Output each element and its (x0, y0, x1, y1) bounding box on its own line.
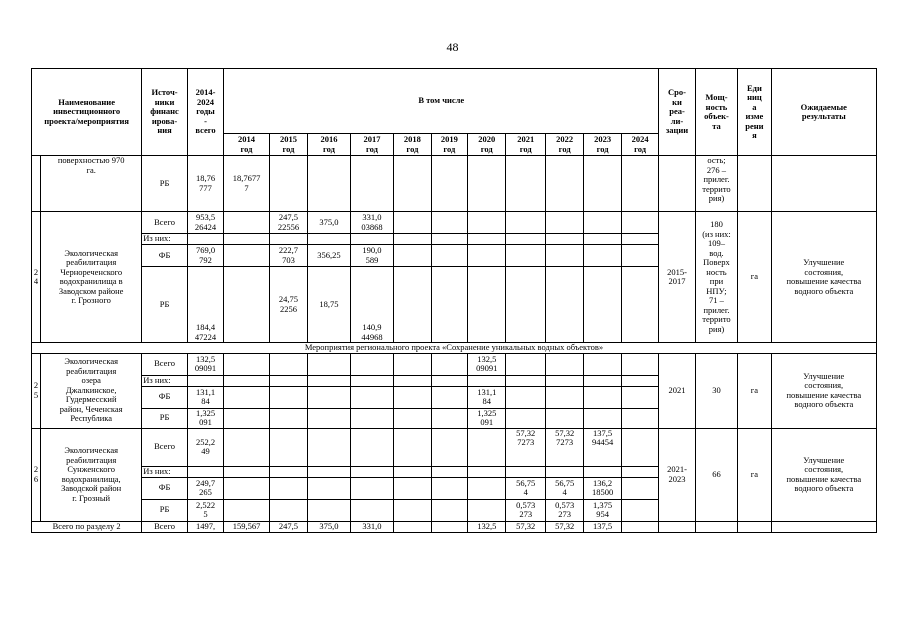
p26-source-total: Всего (142, 428, 188, 466)
total-2020: 132,5 (468, 521, 506, 532)
total-2015: 247,5 (269, 521, 307, 532)
p26-num: 2 6 (32, 428, 41, 521)
p26-row-total (32, 428, 877, 466)
year-2021: 2021 год (506, 134, 545, 156)
total-label: Всего по разделу 2 (32, 521, 142, 532)
p26-terms: 2021- 2023 (659, 428, 695, 521)
total-2021: 57,32 (506, 521, 545, 532)
year-2020: 2020 год (468, 134, 506, 156)
section-title: Мероприятия регионального проекта «Сохранение уникальных водных объектов» (32, 343, 877, 354)
total-2022: 57,32 (545, 521, 583, 532)
p26-rb-2022: 0,573 273 (545, 499, 583, 521)
section-title-row (32, 343, 877, 354)
p24-unit: га (738, 212, 771, 343)
year-2023: 2023 год (584, 134, 621, 156)
p26-result: Улучшение состояния, повышение качества водного объекта (771, 428, 876, 521)
p25-source-of: Из них: (142, 375, 188, 386)
p26-fb-2021: 56,75 4 (506, 477, 545, 499)
p24-rb-2016: 18,75 (308, 267, 350, 343)
p25-rb-2020: 1,325 091 (468, 408, 506, 428)
p24-total-2017: 331,0 03868 (350, 212, 394, 234)
p26-source-of: Из них: (142, 466, 188, 477)
p24-num: 2 4 (32, 212, 41, 343)
p24-source-of: Из них: (142, 234, 188, 245)
p26-unit: га (738, 428, 771, 521)
cont-num (32, 156, 41, 212)
continuation-row (32, 156, 877, 212)
p24-result: Улучшение состояния, повышение качества водного объекта (771, 212, 876, 343)
header-row-1 (32, 69, 877, 134)
p24-rb-total: 184,4 47224 (187, 267, 223, 343)
p25-unit: га (738, 353, 771, 428)
p25-rb-total: 1,325 091 (187, 408, 223, 428)
total-sum: 1497, (187, 521, 223, 532)
cont-capacity: ость; 276 – прилег. террито рия) (695, 156, 737, 212)
year-2019: 2019 год (431, 134, 467, 156)
page-number: 48 (446, 40, 459, 54)
p24-source-rb: РБ (142, 267, 188, 343)
year-2015: 2015 год (269, 134, 307, 156)
p24-capacity: 180 (из них: 109– вод. Поверх ность при НПУ; 71 – прилег. террито рия) (695, 212, 737, 343)
p25-fb-2020: 131,1 84 (468, 386, 506, 408)
p24-rb-2017: 140,9 44968 (350, 267, 394, 343)
header-total: 2014- 2024 годы - всего (187, 69, 223, 156)
header-including: В том числе (224, 69, 659, 134)
p25-result: Улучшение состояния, повышение качества водного объекта (771, 353, 876, 428)
header-unit: Еди ниц а изме рени я (738, 69, 771, 156)
p26-fb-2023: 136,2 18500 (584, 477, 621, 499)
header-capacity: Мощ- ность объек- та (695, 69, 737, 156)
p26-fb-2022: 56,75 4 (545, 477, 583, 499)
p26-total-2023: 137,5 94454 (584, 428, 621, 466)
year-2022: 2022 год (545, 134, 583, 156)
p24-rb-2015: 24,75 2256 (269, 267, 307, 343)
p24-name: Экологическая реабилитация Чернореченского водохранилища в Заводском районе г. Грозного (41, 212, 142, 343)
p25-name: Экологическая реабилитация озера Джалкинское, Гудермесский район, Чеченская Республика (41, 353, 142, 428)
cont-total: 18,76 777 (187, 156, 223, 212)
p26-rb-total: 2,522 5 (187, 499, 223, 521)
p24-row-total (32, 212, 877, 234)
total-2014: 159,567 (224, 521, 270, 532)
p25-source-rb: РБ (142, 408, 188, 428)
p24-total-2015: 247,5 22556 (269, 212, 307, 234)
p26-total: 252,2 49 (187, 428, 223, 466)
p26-capacity: 66 (695, 428, 737, 521)
p25-source-fb: ФБ (142, 386, 188, 408)
p24-source-total: Всего (142, 212, 188, 234)
p24-fb-2016: 356,25 (308, 245, 350, 267)
p24-terms: 2015- 2017 (659, 212, 695, 343)
p26-name: Экологическая реабилитация Сунженского водохранилища, Заводской район г. Грозный (41, 428, 142, 521)
p25-total: 132,5 09091 (187, 353, 223, 375)
p25-fb-total: 131,1 84 (187, 386, 223, 408)
p26-total-2021: 57,32 7273 (506, 428, 545, 466)
header-results: Ожидаемые результаты (771, 69, 876, 156)
year-2024: 2024 год (621, 134, 659, 156)
section-total-row (32, 521, 877, 532)
header-name: Наименование инвестиционного проекта/мероприятия (32, 69, 142, 156)
year-2018: 2018 год (394, 134, 431, 156)
p26-fb-total: 249,7 265 (187, 477, 223, 499)
year-2014: 2014 год (224, 134, 270, 156)
year-2016: 2016 год (308, 134, 350, 156)
p24-source-fb: ФБ (142, 245, 188, 267)
p25-row-total (32, 353, 877, 375)
p24-fb-2017: 190,0 589 (350, 245, 394, 267)
p24-fb-2015: 222,7 703 (269, 245, 307, 267)
year-2017: 2017 год (350, 134, 394, 156)
p26-source-rb: РБ (142, 499, 188, 521)
p24-total-2016: 375,0 (308, 212, 350, 234)
p25-total-2020: 132,5 09091 (468, 353, 506, 375)
p26-source-fb: ФБ (142, 477, 188, 499)
investment-table (31, 68, 877, 533)
total-source: Всего (142, 521, 188, 532)
total-2017: 331,0 (350, 521, 394, 532)
p24-fb-total: 769,0 792 (187, 245, 223, 267)
p25-terms: 2021 (659, 353, 695, 428)
p26-total-2022: 57,32 7273 (545, 428, 583, 466)
header-source: Источ- ники финанс ирова- ния (142, 69, 188, 156)
header-terms: Сро- ки реа- ли- зации (659, 69, 695, 156)
cont-source: РБ (142, 156, 188, 212)
p24-total: 953,5 26424 (187, 212, 223, 234)
total-2023: 137,5 (584, 521, 621, 532)
p26-rb-2023: 1,375 954 (584, 499, 621, 521)
p25-source-total: Всего (142, 353, 188, 375)
p25-capacity: 30 (695, 353, 737, 428)
total-2016: 375,0 (308, 521, 350, 532)
cont-2014: 18,7677 7 (224, 156, 270, 212)
p26-rb-2021: 0,573 273 (506, 499, 545, 521)
cont-name: поверхностью 970 га. (41, 156, 142, 212)
p25-num: 2 5 (32, 353, 41, 428)
